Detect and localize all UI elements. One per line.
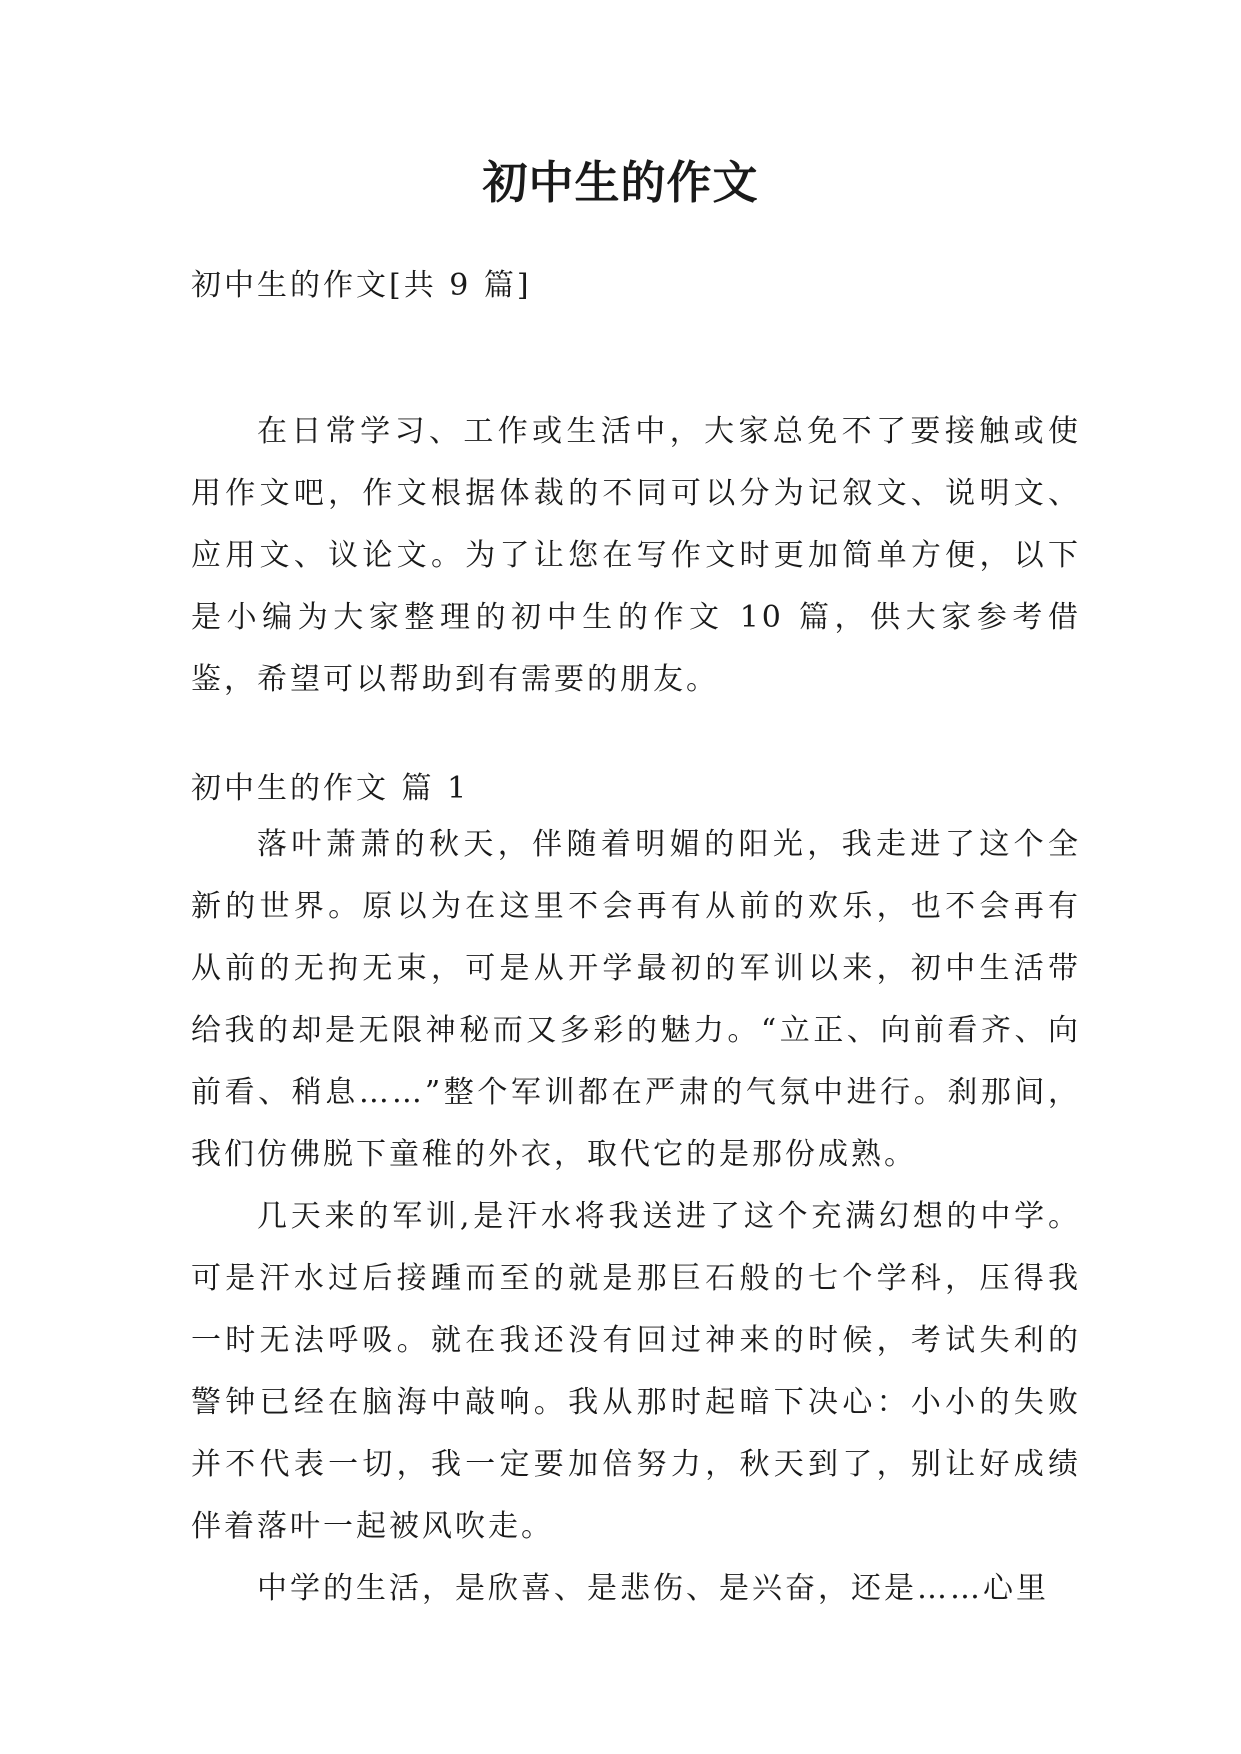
document-subtitle: 初中生的作文[共 9 篇] bbox=[191, 268, 532, 303]
body-paragraph: 落叶萧萧的秋天，伴随着明媚的阳光，我走进了这个全新的世界。原以为在这里不会再有从前的欢乐，也不会再有从前的无拘无束，可是从开学最初的军训以来，初中生活带给我的却是无限神秘而又多彩的魅力。“立正、向前看齐、向前看、稍息……”整个军训都在严肃的气氛中进行。刹那间，我们仿佛脱下童稚的外衣，取代它的是那份成熟。 bbox=[191, 827, 1081, 1172]
section-heading: 初中生的作文 篇 1 bbox=[191, 771, 470, 806]
intro-paragraph: 在日常学习、工作或生活中，大家总免不了要接触或使用作文吧，作文根据体裁的不同可以分为记叙文、说明文、应用文、议论文。为了让您在写作文时更加简单方便，以下是小编为大家整理的初中生的作文 10 篇，供大家参考借鉴，希望可以帮助到有需要的朋友。 bbox=[191, 414, 1081, 697]
body-paragraph: 中学的生活，是欣喜、是悲伤、是兴奋，还是……心里 bbox=[257, 1571, 1049, 1606]
body-paragraph: 几天来的军训,是汗水将我送进了这个充满幻想的中学。可是汗水过后接踵而至的就是那巨石般的七个学科，压得我一时无法呼吸。就在我还没有回过神来的时候，考试失利的警钟已经在脑海中敲响。我从那时起暗下决心：小小的失败并不代表一切，我一定要加倍努力，秋天到了，别让好成绩伴着落叶一起被风吹走。 bbox=[191, 1199, 1081, 1544]
document-title: 初中生的作文 bbox=[482, 156, 759, 209]
section-body bbox=[191, 814, 1081, 1620]
